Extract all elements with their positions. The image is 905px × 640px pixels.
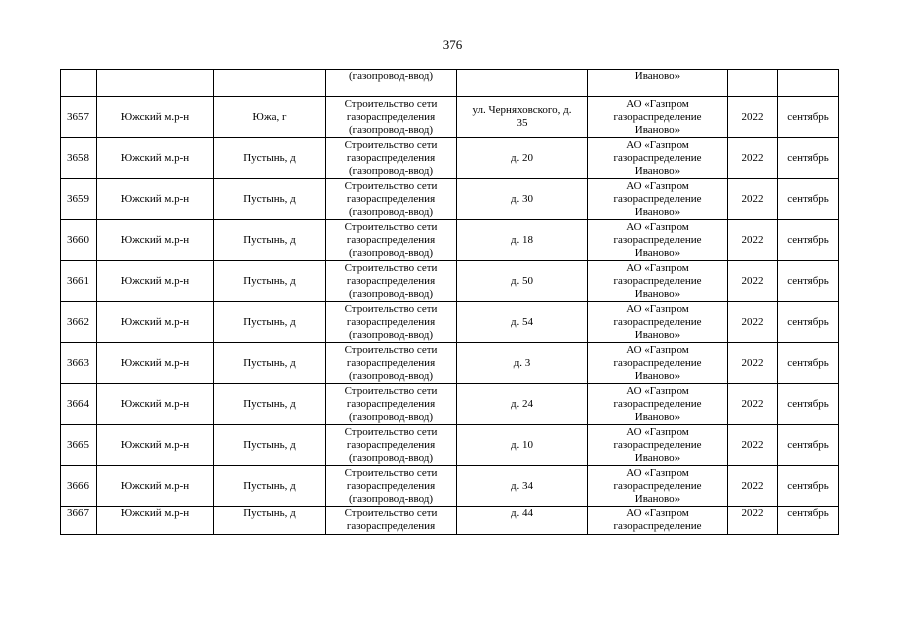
cell-address (457, 507, 588, 535)
cell-org (588, 261, 728, 302)
cell-org-line: Иваново» (634, 246, 681, 259)
cell-num: 3663 (61, 343, 97, 384)
cell-month: сентябрь (778, 220, 839, 261)
cell-org-line: газораспределение (613, 192, 702, 205)
cell-org (588, 466, 728, 507)
cell-org-line: АО «Газпром (626, 179, 689, 192)
cell-work-line: Строительство сети (344, 425, 438, 438)
cell-address-line: ул. Черняховского, д. (472, 104, 572, 116)
cell-num: 3662 (61, 302, 97, 343)
cell-address (457, 466, 588, 507)
cell-org-line: Иваново» (634, 205, 681, 218)
cell-locality (214, 70, 326, 97)
cell-work-line: газораспределения (346, 274, 436, 287)
cell-org-line: газораспределение (613, 438, 702, 451)
cell-address (457, 343, 588, 384)
cell-work-line: (газопровод-ввод) (348, 287, 434, 300)
cell-month: сентябрь (778, 179, 839, 220)
cell-district: Южский м.р-н (97, 302, 214, 343)
table-row (61, 97, 839, 138)
cell-address (457, 97, 588, 138)
cell-month: сентябрь (778, 507, 839, 535)
cell-work-line: газораспределения (346, 479, 436, 492)
cell-work-line: Строительство сети (344, 507, 438, 519)
cell-work-line: (газопровод-ввод) (348, 492, 434, 505)
registry-table-body (61, 70, 839, 535)
cell-district: Южский м.р-н (97, 384, 214, 425)
cell-work-line: газораспределения (346, 315, 436, 328)
cell-address-line: д. 20 (510, 151, 534, 164)
cell-work-line: Строительство сети (344, 343, 438, 356)
cell-locality: Пустынь, д (214, 302, 326, 343)
cell-work-line: газораспределения (346, 520, 436, 532)
cell-address-line: д. 10 (510, 438, 534, 451)
cell-work-line: Строительство сети (344, 220, 438, 233)
cell-org-line: Иваново» (634, 123, 681, 136)
cell-org (588, 97, 728, 138)
table-row (61, 425, 839, 466)
cell-org-line: газораспределение (613, 520, 702, 532)
cell-org-line: АО «Газпром (626, 302, 689, 315)
cell-district: Южский м.р-н (97, 466, 214, 507)
cell-address-line: д. 54 (510, 315, 534, 328)
cell-org-line: АО «Газпром (626, 425, 689, 438)
cell-org (588, 425, 728, 466)
table-row (61, 507, 839, 535)
cell-org-line: газораспределение (613, 274, 702, 287)
cell-org (588, 179, 728, 220)
cell-locality: Пустынь, д (214, 343, 326, 384)
cell-address-line: д. 18 (510, 233, 534, 246)
cell-work-line: (газопровод-ввод) (348, 205, 434, 218)
cell-work (326, 343, 457, 384)
cell-locality: Пустынь, д (214, 179, 326, 220)
cell-work-line: газораспределения (346, 356, 436, 369)
cell-org (588, 343, 728, 384)
cell-num: 3658 (61, 138, 97, 179)
cell-work-line: (газопровод-ввод) (348, 328, 434, 341)
cell-year: 2022 (728, 97, 778, 138)
cell-month (778, 70, 839, 97)
cell-work (326, 425, 457, 466)
cell-month: сентябрь (778, 97, 839, 138)
cell-locality: Южа, г (214, 97, 326, 138)
cell-locality: Пустынь, д (214, 425, 326, 466)
cell-org: Иваново» (588, 70, 728, 97)
cell-address-line: 35 (516, 117, 528, 129)
cell-address-line: д. 34 (510, 479, 534, 492)
cell-work (326, 220, 457, 261)
table-row (61, 466, 839, 507)
cell-locality: Пустынь, д (214, 261, 326, 302)
cell-org-line: Иваново» (634, 287, 681, 300)
cell-org-line: газораспределение (613, 315, 702, 328)
cell-address (457, 261, 588, 302)
cell-district: Южский м.р-н (97, 179, 214, 220)
cell-year: 2022 (728, 138, 778, 179)
cell-work (326, 97, 457, 138)
cell-address-line: д. 24 (510, 397, 534, 410)
cell-month: сентябрь (778, 466, 839, 507)
cell-num: 3659 (61, 179, 97, 220)
cell-work: (газопровод-ввод) (326, 70, 457, 97)
cell-num: 3664 (61, 384, 97, 425)
cell-district: Южский м.р-н (97, 343, 214, 384)
cell-work-line: Строительство сети (344, 138, 438, 151)
table-row (61, 302, 839, 343)
cell-work-line: Строительство сети (344, 302, 438, 315)
cell-month: сентябрь (778, 425, 839, 466)
cell-month: сентябрь (778, 343, 839, 384)
cell-address (457, 384, 588, 425)
cell-org-line: Иваново» (634, 328, 681, 341)
cell-address (457, 425, 588, 466)
cell-year (728, 70, 778, 97)
cell-org-line: АО «Газпром (626, 466, 689, 479)
cell-work-line: газораспределения (346, 110, 436, 123)
cell-work-line: газораспределения (346, 151, 436, 164)
cell-org-line: газораспределение (613, 233, 702, 246)
cell-num: 3657 (61, 97, 97, 138)
cell-year: 2022 (728, 384, 778, 425)
cell-org-line: АО «Газпром (626, 261, 689, 274)
cell-num: 3660 (61, 220, 97, 261)
cell-work (326, 507, 457, 535)
cell-work (326, 138, 457, 179)
cell-num (61, 70, 97, 97)
cell-org-line: АО «Газпром (626, 507, 689, 519)
cell-work-line: Строительство сети (344, 466, 438, 479)
cell-org-line: АО «Газпром (626, 97, 689, 110)
cell-org-line: газораспределение (613, 397, 702, 410)
cell-work-line: Строительство сети (344, 261, 438, 274)
cell-work-line: (газопровод-ввод) (348, 164, 434, 177)
cell-work-line: (газопровод-ввод) (348, 451, 434, 464)
cell-address (457, 179, 588, 220)
table-row (61, 343, 839, 384)
cell-locality: Пустынь, д (214, 384, 326, 425)
cell-num: 3661 (61, 261, 97, 302)
cell-address-line: д. 50 (510, 274, 534, 287)
cell-org-line: газораспределение (613, 356, 702, 369)
cell-work-line: (газопровод-ввод) (348, 410, 434, 423)
cell-org (588, 507, 728, 535)
cell-work (326, 466, 457, 507)
cell-org-line: Иваново» (634, 492, 681, 505)
cell-month: сентябрь (778, 302, 839, 343)
cell-month: сентябрь (778, 384, 839, 425)
cell-num: 3667 (61, 507, 97, 535)
cell-work (326, 302, 457, 343)
cell-month: сентябрь (778, 261, 839, 302)
cell-work-line: газораспределения (346, 438, 436, 451)
cell-work-line: (газопровод-ввод) (348, 123, 434, 136)
table-row (61, 261, 839, 302)
cell-district: Южский м.р-н (97, 138, 214, 179)
cell-locality: Пустынь, д (214, 466, 326, 507)
cell-year: 2022 (728, 466, 778, 507)
cell-district: Южский м.р-н (97, 425, 214, 466)
table-row (61, 384, 839, 425)
cell-year: 2022 (728, 179, 778, 220)
cell-year: 2022 (728, 261, 778, 302)
cell-year: 2022 (728, 343, 778, 384)
cell-address (457, 220, 588, 261)
cell-org-line: газораспределение (613, 479, 702, 492)
cell-year: 2022 (728, 220, 778, 261)
cell-work-line: газораспределения (346, 397, 436, 410)
cell-work-line: Строительство сети (344, 179, 438, 192)
registry-table (60, 69, 839, 535)
cell-org-line: АО «Газпром (626, 220, 689, 233)
cell-org-line: Иваново» (634, 451, 681, 464)
cell-district: Южский м.р-н (97, 261, 214, 302)
cell-address (457, 302, 588, 343)
table-row (61, 220, 839, 261)
cell-org-line: АО «Газпром (626, 343, 689, 356)
cell-work-line: Строительство сети (344, 97, 438, 110)
cell-work (326, 261, 457, 302)
cell-org-line: газораспределение (613, 151, 702, 164)
cell-locality: Пустынь, д (214, 220, 326, 261)
cell-locality: Пустынь, д (214, 507, 326, 535)
cell-address (457, 138, 588, 179)
cell-work-line: газораспределения (346, 233, 436, 246)
cell-work-line: (газопровод-ввод) (348, 369, 434, 382)
cell-org (588, 138, 728, 179)
cell-district: Южский м.р-н (97, 507, 214, 535)
cell-num: 3666 (61, 466, 97, 507)
cell-year: 2022 (728, 507, 778, 535)
table-row (61, 138, 839, 179)
cell-address-line: д. 44 (510, 507, 534, 519)
cell-org-line: Иваново» (634, 164, 681, 177)
cell-num: 3665 (61, 425, 97, 466)
cell-month: сентябрь (778, 138, 839, 179)
cell-org-line: Иваново» (634, 369, 681, 382)
cell-district: Южский м.р-н (97, 97, 214, 138)
cell-work-line: (газопровод-ввод) (348, 246, 434, 259)
cell-org (588, 302, 728, 343)
cell-district: Южский м.р-н (97, 220, 214, 261)
cell-locality: Пустынь, д (214, 138, 326, 179)
cell-address-line: д. 3 (513, 356, 531, 369)
continuation-row (61, 70, 839, 97)
cell-year: 2022 (728, 425, 778, 466)
cell-district (97, 70, 214, 97)
page-number: 376 (442, 37, 463, 52)
cell-org-line: Иваново» (634, 410, 681, 423)
cell-work (326, 179, 457, 220)
cell-work-line: Строительство сети (344, 384, 438, 397)
cell-org-line: АО «Газпром (626, 138, 689, 151)
cell-org (588, 384, 728, 425)
cell-org-line: АО «Газпром (626, 384, 689, 397)
cell-org-line: газораспределение (613, 110, 702, 123)
table-row (61, 179, 839, 220)
cell-work-line: газораспределения (346, 192, 436, 205)
cell-year: 2022 (728, 302, 778, 343)
cell-org (588, 220, 728, 261)
cell-address-line: д. 30 (510, 192, 534, 205)
cell-work (326, 384, 457, 425)
cell-address (457, 70, 588, 97)
